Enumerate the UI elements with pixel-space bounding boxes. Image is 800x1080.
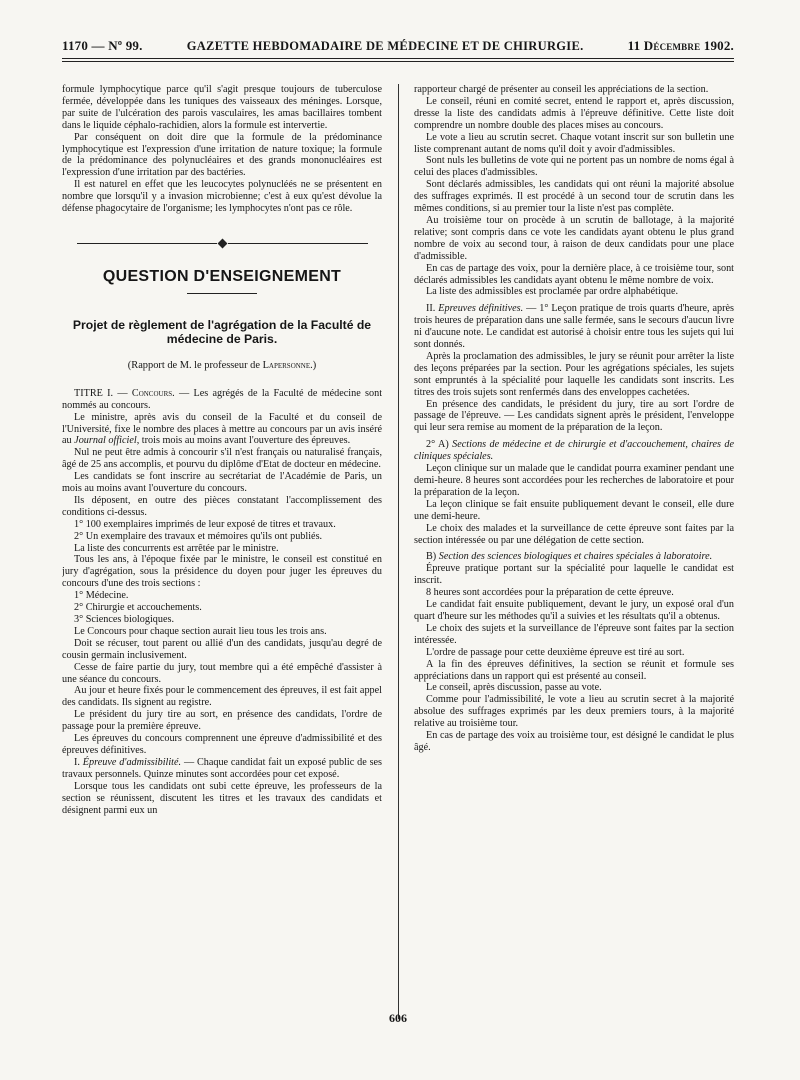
journal-title: GAZETTE HEBDOMADAIRE DE MÉDECINE ET DE CHIRURGIE. bbox=[186, 39, 584, 53]
paragraph: Doit se récuser, tout parent ou allié d'un des candidats, jusqu'au degré de cousin germain inclusivement. bbox=[62, 637, 382, 661]
paragraph: Le conseil, réuni en comité secret, entend le rapport et, après discussion, dresse la liste des candidats admis à l'épreuve définitive. Cette liste doit comprendre un nombre double des places mises au concours. bbox=[414, 95, 734, 131]
header-date-year: 1902. bbox=[703, 38, 734, 53]
paragraph: Le président du jury tire au sort, en présence des candidats, l'ordre de passage pour la première épreuve. bbox=[62, 709, 382, 733]
list-item: 2° Chirurgie et accouchements. bbox=[74, 602, 202, 614]
paragraph: Tous les ans, à l'époque fixée par le ministre, le conseil est constitué en jury d'agrégation, sous la présidence du doyen pour juger les épreuves du concours d'une des trois sections : bbox=[62, 554, 382, 590]
header-date-month: Décembre bbox=[643, 38, 701, 53]
paragraph: Les épreuves du concours comprennent une épreuve d'admissibilité et des épreuves définitives. bbox=[62, 733, 382, 756]
paragraph: En cas de partage des voix au troisième tour, est désigné le candidat le plus âgé. bbox=[414, 730, 734, 753]
heading-rule bbox=[187, 293, 257, 294]
paragraph: La liste des admissibles est proclamée par ordre alphabétique. bbox=[426, 286, 679, 298]
section-ornament bbox=[62, 239, 382, 249]
paragraph: Épreuve pratique portant sur la spécialité pour laquelle le candidat est inscrit. bbox=[414, 563, 734, 587]
paragraph: Le choix des malades et la surveillance de cette épreuve sont faites par la section intéressée ou par une délégation de cette section. bbox=[414, 522, 734, 546]
continued-article bbox=[62, 84, 382, 215]
diamond-ornament-icon bbox=[217, 239, 227, 249]
list-item: 1° Médecine. bbox=[74, 590, 129, 602]
newspaper-page bbox=[48, 38, 748, 1048]
header-page-issue bbox=[62, 38, 143, 54]
paragraph: Par conséquent on doit dire que la formule de la prédominance lymphocytique est l'expression d'une irritation de nature toxique; la formule de la prédominance des polynucléaires et des grands mononucléaires est l'expression d'une irritation par des bactéries. bbox=[62, 131, 382, 179]
epreuves-definitives-paragraph: II. Epreuves définitives. — 1° Leçon pratique de trois quarts d'heure, après trois heures de préparation dans une salle fermée, sans le secours d'aucun livre ni d'aucune note. Le candidat est autorisé à choisir entre tous les sujets qui lui sont donnés. bbox=[414, 303, 734, 351]
paragraph: rapporteur chargé de présenter au conseil les appréciations de la section. bbox=[414, 84, 709, 95]
running-header bbox=[48, 38, 748, 58]
paragraph: La liste des concurrents est arrêtée par le ministre. bbox=[74, 542, 279, 554]
paragraph: Comme pour l'admissibilité, le vote a lieu au scrutin secret à la majorité absolue des suffrages exprimés par les deux premiers tours, à la majorité relative au troisième tour. bbox=[414, 694, 734, 730]
paragraph: En présence des candidats, le président du jury, tire au sort l'ordre de passage de l'épreuve. — Les candidats signent après le président, l'enveloppe qui leur sera remise au moment de la préparation de la leçon. bbox=[414, 398, 734, 434]
paragraph: Au troisième tour on procède à un scrutin de ballotage, à la majorité relative; sont compris dans ce vote les candidats ayant obtenu le plus grand nombre de voix au second tour, à raison de deux candidats pour une place d'admissible. bbox=[414, 214, 734, 262]
paragraph: Le choix des sujets et la surveillance de l'épreuve sont faites par la section intéressée. bbox=[414, 622, 734, 646]
article-byline: (Rapport de M. le professeur de Lapersonne.) bbox=[127, 359, 317, 371]
subsection-b-heading: B) Section des sciences biologiques et chaires spéciales à laboratoire. bbox=[426, 551, 713, 563]
paragraph: Le ministre, après avis du conseil de la Faculté et du conseil de l'Université, fixe le nombre des places à mettre au concours par un avis inséré au Journal officiel, trois mois au moins avant l'ouverture des épreuves. bbox=[62, 411, 382, 447]
list-item: 3° Sciences biologiques. bbox=[74, 614, 174, 625]
list-item: 2° Un exemplaire des travaux et mémoires qu'ils ont publiés. bbox=[74, 530, 323, 542]
paragraph: Le candidat fait ensuite publiquement, devant le jury, un exposé oral d'un quart d'heure sur les méthodes qu'il a suivies et les résultats qu'il a obtenus. bbox=[414, 599, 734, 622]
epreuve-title: Épreuve d'admissibilité. bbox=[82, 756, 182, 768]
paragraph: La leçon clinique se fait ensuite publiquement devant le conseil, elle dure une demi-heure. bbox=[414, 498, 734, 522]
paragraph: Sont nuls les bulletins de vote qui ne portent pas un nombre de noms égal à celui des places d'admissibles. bbox=[414, 155, 734, 179]
right-column bbox=[414, 84, 734, 1019]
paragraph: Le Concours pour chaque section aurait lieu tous les trois ans. bbox=[74, 625, 327, 637]
section-heading: QUESTION D'ENSEIGNEMENT bbox=[102, 267, 342, 285]
paragraph: Ils déposent, en outre des pièces constatant l'accomplissement des conditions ci-dessus. bbox=[62, 494, 382, 518]
titre-paragraph: TITRE I. — Concours. — Les agrégés de la Faculté de médecine sont nommés au concours. bbox=[62, 387, 382, 411]
paragraph: Les candidats se font inscrire au secrétariat de l'Académie de Paris, un mois au moins avant l'ouverture du concours. bbox=[62, 471, 382, 495]
column-divider bbox=[398, 84, 399, 1019]
paragraph: Le vote a lieu au scrutin secret. Chaque votant inscrit sur son bulletin une liste comprenant autant de noms qu'il doit y avoir d'admissibles. bbox=[414, 131, 734, 155]
list-item: 1° 100 exemplaires imprimés de leur exposé de titres et travaux. bbox=[74, 518, 336, 530]
header-rule bbox=[62, 58, 734, 62]
paragraph: Au jour et heure fixés pour le commencement des épreuves, il est fait appel des candidats. Ils signent au registre. bbox=[62, 685, 382, 709]
paragraph: Nul ne peut être admis à concourir s'il n'est français ou naturalisé français, âgé de 25 ans accomplis, et pourvu du diplôme d'Etat de docteur en médecine. bbox=[62, 447, 382, 471]
subsection-a-heading: 2° A) Sections de médecine et de chirurgie et d'accouchement, chaires de cliniques spéciales. bbox=[414, 439, 734, 463]
paragraph: formule lymphocytique parce qu'il s'agit presque toujours de tuberculose fermée, développée dans les tuniques des vaisseaux des méninges. Lorsque, par suite de l'ulcération des parois vasculaires, les amas bacillaires tombent dans le liquide céphalo-rachidien, alors la formule est intervertie. bbox=[62, 84, 382, 131]
journal-reference: Journal officiel bbox=[74, 435, 137, 447]
paragraph: Le conseil, après discussion, passe au vote. bbox=[426, 682, 602, 694]
epreuve-paragraph: I. Épreuve d'admissibilité. — Chaque candidat fait un exposé public de ses travaux personnels. Quinze minutes sont accordées pour cet exposé. bbox=[62, 756, 382, 780]
header-issue-number: — Nº 99. bbox=[91, 38, 143, 53]
paragraph: Leçon clinique sur un malade que le candidat pourra examiner pendant une demi-heure. 8 heures sont accordées pour les recherches de laboratoire et pour la préparation de la leçon. bbox=[414, 463, 734, 498]
paragraph: En cas de partage des voix, pour la dernière place, à ce troisième tour, sont déclarés admissibles les candidats ayant obtenu le même nombre de voix. bbox=[414, 262, 734, 286]
paragraph: Lorsque tous les candidats ont subi cette épreuve, les professeurs de la section se réunissent, discutent les titres et les travaux des candidats et désignent parmi eux un bbox=[62, 780, 382, 816]
paragraph: Il est naturel en effet que les leucocytes polynucléés ne se présentent en nombre que lorsqu'il y a invasion microbienne; c'est à eux qu'est dévolue la défense phagocytaire de l'organisme; les lymphocytes n'ont pas ce rôle. bbox=[62, 179, 382, 215]
header-date bbox=[628, 38, 734, 54]
header-page-number: 1170 bbox=[62, 38, 89, 53]
author-name: Lapersonne bbox=[262, 359, 311, 371]
paragraph: 8 heures sont accordées pour la préparation de cette épreuve. bbox=[426, 587, 674, 599]
paragraph: Sont déclarés admissibles, les candidats qui ont réuni la majorité absolue des suffrages exprimés. Il est procédé à un second tour de scrutin dans les mêmes conditions, si au premier tour la liste n'est pas complète. bbox=[414, 179, 734, 215]
article-title: Projet de règlement de l'agrégation de la Faculté de médecine de Paris. bbox=[72, 317, 372, 346]
epreuves-definitives-title: Epreuves définitives. bbox=[438, 303, 524, 315]
paragraph: Après la proclamation des admissibles, le jury se réunit pour arrêter la liste des leçons préparées par la section. Pour les agrégations spéciales, les sujets sont empruntés à la spécialité pour laquelle les candidats sont inscrits. Les titres des trois sujets sont renfermés dans des enveloppes cachetées. bbox=[414, 350, 734, 398]
two-column-body bbox=[62, 84, 734, 1019]
paragraph: Cesse de faire partie du jury, tout membre qui a été empêché d'assister à une séance du concours. bbox=[62, 661, 382, 685]
left-column bbox=[62, 84, 382, 1019]
page-folio: 606 bbox=[389, 1011, 407, 1025]
paragraph: L'ordre de passage pour cette deuxième épreuve est tiré au sort. bbox=[426, 646, 685, 658]
header-date-day: 11 bbox=[627, 38, 641, 53]
paragraph: A la fin des épreuves définitives, la section se réunit et formule ses appréciations dans un rapport qui est présenté au conseil. bbox=[414, 658, 734, 682]
